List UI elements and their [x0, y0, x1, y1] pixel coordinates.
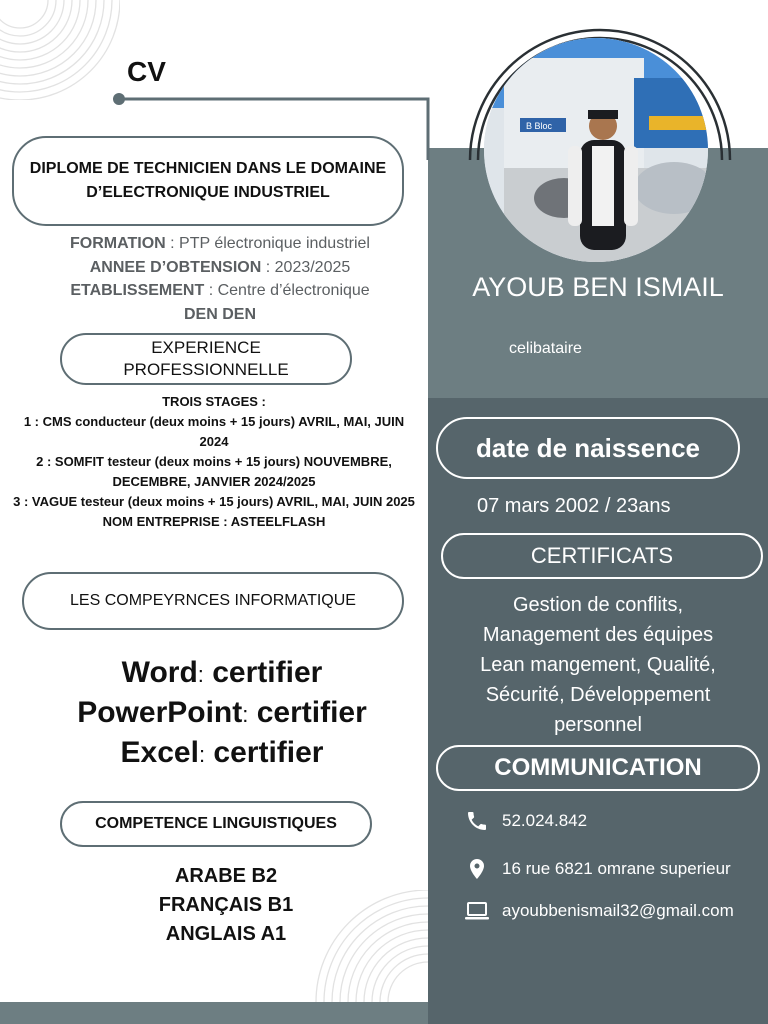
contact-email[interactable] — [464, 898, 734, 924]
it-skill-name: Word — [121, 656, 198, 689]
bottom-bar — [0, 1002, 428, 1024]
stages-title: TROIS STAGES : — [162, 394, 266, 409]
it-skill-sep: : — [242, 702, 249, 727]
etablissement-label: ETABLISSEMENT — [70, 282, 205, 299]
annee-line — [0, 256, 440, 280]
company-name: NOM ENTREPRISE : ASTEELFLASH — [102, 514, 326, 529]
certificates-list — [428, 590, 768, 740]
it-skill-sep: : — [198, 742, 206, 767]
communication-title: COMMUNICATION — [494, 754, 702, 781]
annee-value: : 2023/2025 — [265, 258, 351, 276]
language-item: ARABE B2 — [174, 865, 278, 887]
communication-pill — [436, 745, 760, 791]
laptop-icon — [464, 898, 490, 924]
birth-date-title: date de naissence — [476, 432, 700, 463]
decorative-arcs-top-left — [0, 0, 120, 100]
it-skills-title: LES COMPEYRNCES INFORMATIQUE — [70, 592, 356, 609]
it-skill-item — [0, 734, 444, 774]
phone-number: 52.024.842 — [502, 811, 588, 830]
diploma-title: DIPLOME DE TECHNICIEN DANS LE DOMAINE D’ELECTRONIQUE INDUSTRIEL — [29, 160, 387, 201]
certificates-pill — [441, 533, 763, 579]
location-pin-icon — [464, 856, 490, 882]
certificate-line: Gestion de conflits, — [512, 594, 684, 616]
stage-item: 3 : VAGUE testeur (deux moins + 15 jours) AVRIL, MAI, JUIN 2025 — [13, 494, 415, 509]
language-item: FRANÇAIS B1 — [158, 894, 294, 916]
stage-item: 1 : CMS conducteur (deux moins + 15 jours) AVRIL, MAI, JUIN 2024 — [23, 414, 405, 449]
birth-date-value: 07 mars 2002 / 23ans — [477, 495, 671, 517]
email-address: ayoubbenismail32@gmail.com — [502, 901, 734, 920]
stages-section — [0, 392, 428, 532]
it-skill-level: certifier — [256, 696, 367, 729]
experience-pill — [60, 333, 352, 385]
etablissement-line-2: DEN DEN — [183, 305, 256, 323]
certificate-line: personnel — [554, 714, 642, 736]
it-skills-list — [0, 654, 444, 774]
languages-pill — [60, 801, 372, 847]
formation-label: FORMATION — [70, 235, 166, 252]
certificate-line: Sécurité, Développement — [485, 684, 711, 706]
etablissement-line — [0, 279, 440, 303]
languages-list — [0, 862, 452, 949]
it-skill-sep: : — [197, 662, 204, 687]
it-skill-item — [0, 694, 444, 734]
profile-name: AYOUB BEN ISMAIL — [472, 272, 724, 302]
it-skill-name: Excel — [120, 736, 199, 769]
it-skill-level: certifier — [213, 736, 324, 769]
cv-heading: CV — [127, 56, 166, 87]
photo-sign-text: B Bloc — [526, 121, 553, 131]
it-skill-level: certifier — [212, 656, 323, 689]
languages-title: COMPETENCE LINGUISTIQUES — [95, 815, 337, 832]
experience-title: EXPERIENCE PROFESSIONNELLE — [123, 338, 289, 379]
formation-section — [0, 232, 440, 326]
stage-item: 2 : SOMFIT testeur (deux moins + 15 jours) NOUVEMBRE, DECEMBRE, JANVIER 2024/2025 — [36, 454, 392, 489]
contact-phone[interactable] — [464, 808, 587, 834]
formation-line — [0, 232, 440, 256]
certificate-line: Lean mangement, Qualité, — [480, 654, 716, 676]
language-item: ANGLAIS A1 — [165, 923, 287, 945]
phone-icon — [464, 808, 490, 834]
contact-address[interactable] — [464, 856, 731, 882]
certificates-title: CERTIFICATS — [530, 543, 674, 568]
formation-value: : PTP électronique industriel — [170, 235, 370, 252]
marital-status: celibataire — [509, 340, 582, 357]
it-skill-item — [0, 654, 444, 694]
it-skill-name: PowerPoint — [77, 696, 243, 729]
address-text: 16 rue 6821 omrane superieur — [502, 859, 731, 878]
diploma-pill — [12, 136, 404, 226]
profile-photo — [484, 38, 708, 262]
it-skills-pill — [22, 572, 404, 630]
etablissement-value: : Centre d’électronique — [208, 282, 370, 299]
birth-date-pill — [436, 417, 740, 479]
annee-label: ANNEE D’OBTENSION — [89, 258, 262, 276]
certificate-line: Management des équipes — [482, 624, 714, 646]
